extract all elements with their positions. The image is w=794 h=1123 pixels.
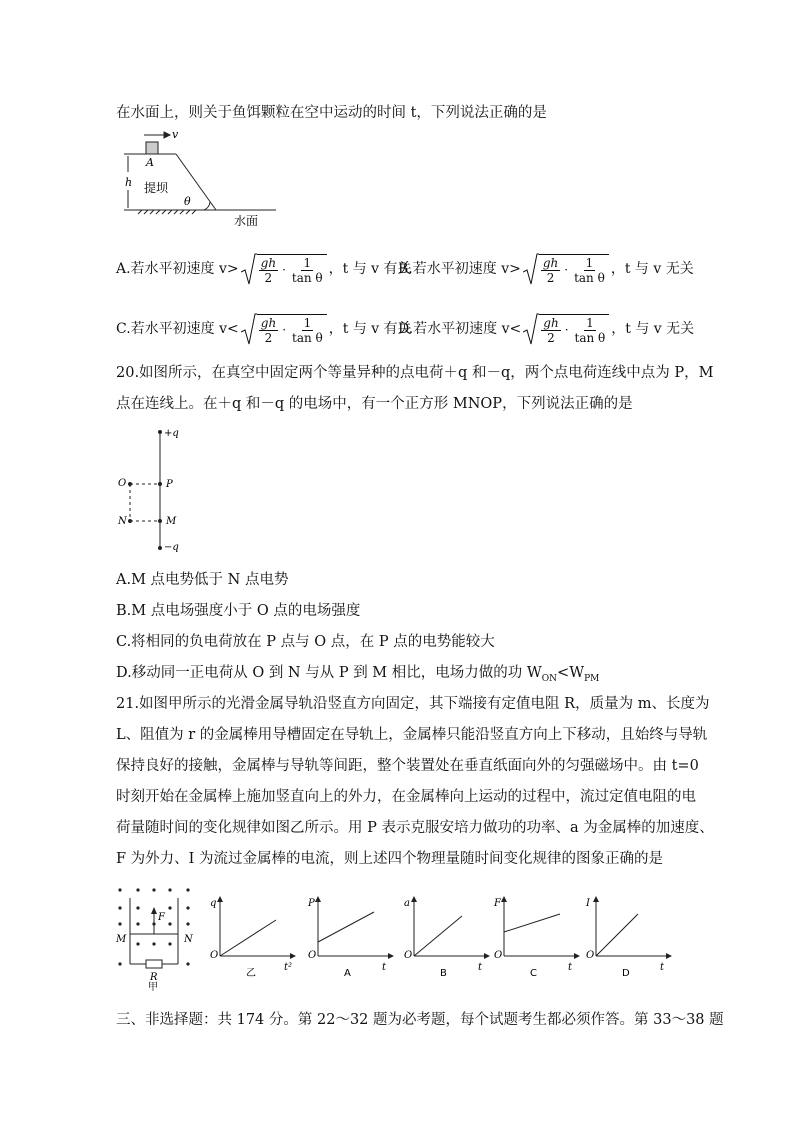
q19-option-d: D.若水平初速度 v< $\frac{gh}{2}$ · $\frac{1}{\text{tan θ}}$ ，t 与 v 无关 [398,312,694,346]
q21-line-3: 保持良好的接触，金属棒与导轨等间距，整个装置处在垂直纸面向外的匀强磁场中。由 t=0 [116,758,699,774]
q19-option-c: C.若水平初速度 v< $\frac{gh}{2}$ · $\frac{1}{\text{tan θ}}$ ，t 与 v 有关 [116,312,412,346]
sqrt-icon: $\frac{gh}{2}$ · $\frac{1}{\text{tan θ}}$ [241,312,327,346]
svg-text:t: t [568,962,573,973]
rail-figure [112,884,196,992]
svg-text:C: C [530,968,537,979]
q20-option-b: B.M 点电场强度小于 O 点的电场强度 [116,603,361,619]
q21-line-5: 荷量随时间的变化规律如图乙所示。用 P 表示克服安培力做功的功率、a 为金属棒的加速度、 [116,820,714,836]
fig-dam: 提坝 [144,181,169,195]
graph-c [490,894,580,984]
fig-N: N [118,516,127,527]
svg-text:I: I [586,898,590,909]
svg-text:D: D [622,968,630,979]
q20-option-c: C.将相同的负电荷放在 P 点与 O 点，在 P 点的电势能较大 [116,634,495,650]
fig-A: A [146,156,154,169]
sqrt-icon: $\frac{gh}{2}$ · $\frac{1}{\text{tan θ}}$ [523,312,609,346]
fig-M: M [166,516,177,527]
fig-R: R [150,972,158,983]
q20-option-a: A.M 点电势低于 N 点电势 [116,572,289,588]
svg-text:t: t [478,962,483,973]
fig-caption-jia: 甲 [148,982,158,992]
q20-option-d: D.移动同一正电荷从 O 到 N 与从 P 到 M 相比，电场力做的功 $W_{ON}<W_{PM}$ [116,665,600,684]
svg-text:O: O [308,950,317,961]
fig-minus-q: −q [164,542,179,553]
svg-text:a: a [404,898,410,909]
svg-text:q: q [210,898,217,909]
graph-b [400,894,490,984]
dam-figure [116,128,286,230]
svg-text:t: t [660,962,665,973]
section-3-heading: 三、非选择题：共 174 分。第 22～32 题为必考题，每个试题考生都必须作答。第 33～38 题 [116,1012,724,1028]
q21-line-6: F 为外力、I 为流过金属棒的电流，则上述四个物理量随时间变化规律的图象正确的是 [116,851,664,867]
svg-text:O: O [210,950,219,961]
svg-text:O: O [404,950,413,961]
q20-line-1: 20.如图所示，在真空中固定两个等量异种的点电荷＋q 和－q，两个点电荷连线中点为 P，M [116,365,714,381]
svg-text:F: F [494,898,501,909]
q20-line-2: 点在连线上。在＋q 和－q 的电场中，有一个正方形 MNOP，下列说法正确的是 [116,396,633,412]
fig-plus-q: +q [164,428,179,439]
svg-text:O: O [494,950,503,961]
graph-yi [206,894,296,984]
fig-P: P [166,479,173,490]
charges-figure [112,424,192,554]
svg-text:B: B [440,968,447,979]
q19-option-b: B.若水平初速度 v> $\frac{gh}{2}$ · $\frac{1}{\text{tan θ}}$ ，t 与 v 无关 [398,252,694,286]
svg-text:A: A [344,968,351,979]
graph-a [304,894,394,984]
q21-line-1: 21.如图甲所示的光滑金属导轨沿竖直方向固定，其下端接有定值电阻 R，质量为 m、长度为 [116,696,710,712]
fig-F: F [158,912,165,923]
q21-line-2: L、阻值为 r 的金属棒用导槽固定在导轨上，金属棒只能沿竖直方向上下移动，且始终与导轨 [116,727,708,743]
sqrt-icon: $\frac{gh}{2}$ · $\frac{1}{\text{tan θ}}$ [523,252,609,286]
fig-M: M [116,934,127,945]
svg-text:t²: t² [284,962,293,973]
fig-water: 水面 [234,214,259,228]
q19-intro: 在水面上，则关于鱼饵颗粒在空中运动的时间 t，下列说法正确的是 [116,105,547,121]
fig-v: v [172,128,179,141]
svg-text:乙: 乙 [246,968,256,979]
fig-N: N [184,934,193,945]
svg-text:O: O [586,950,595,961]
fig-theta: θ [184,195,191,208]
graph-d [582,894,672,984]
fig-O: O [118,478,127,489]
svg-text:P: P [308,898,315,909]
sqrt-icon: $\frac{gh}{2}$ · $\frac{1}{\text{tan θ}}$ [241,252,327,286]
q21-line-4: 时刻开始在金属棒上施加竖直向上的外力，在金属棒向上运动的过程中，流过定值电阻的电 [116,789,696,805]
fig-h: h [125,176,133,189]
svg-text:t: t [382,962,387,973]
q19-option-a: A.若水平初速度 v> $\frac{gh}{2}$ · $\frac{1}{\text{tan θ}}$ ，t 与 v 有关 [116,252,412,286]
